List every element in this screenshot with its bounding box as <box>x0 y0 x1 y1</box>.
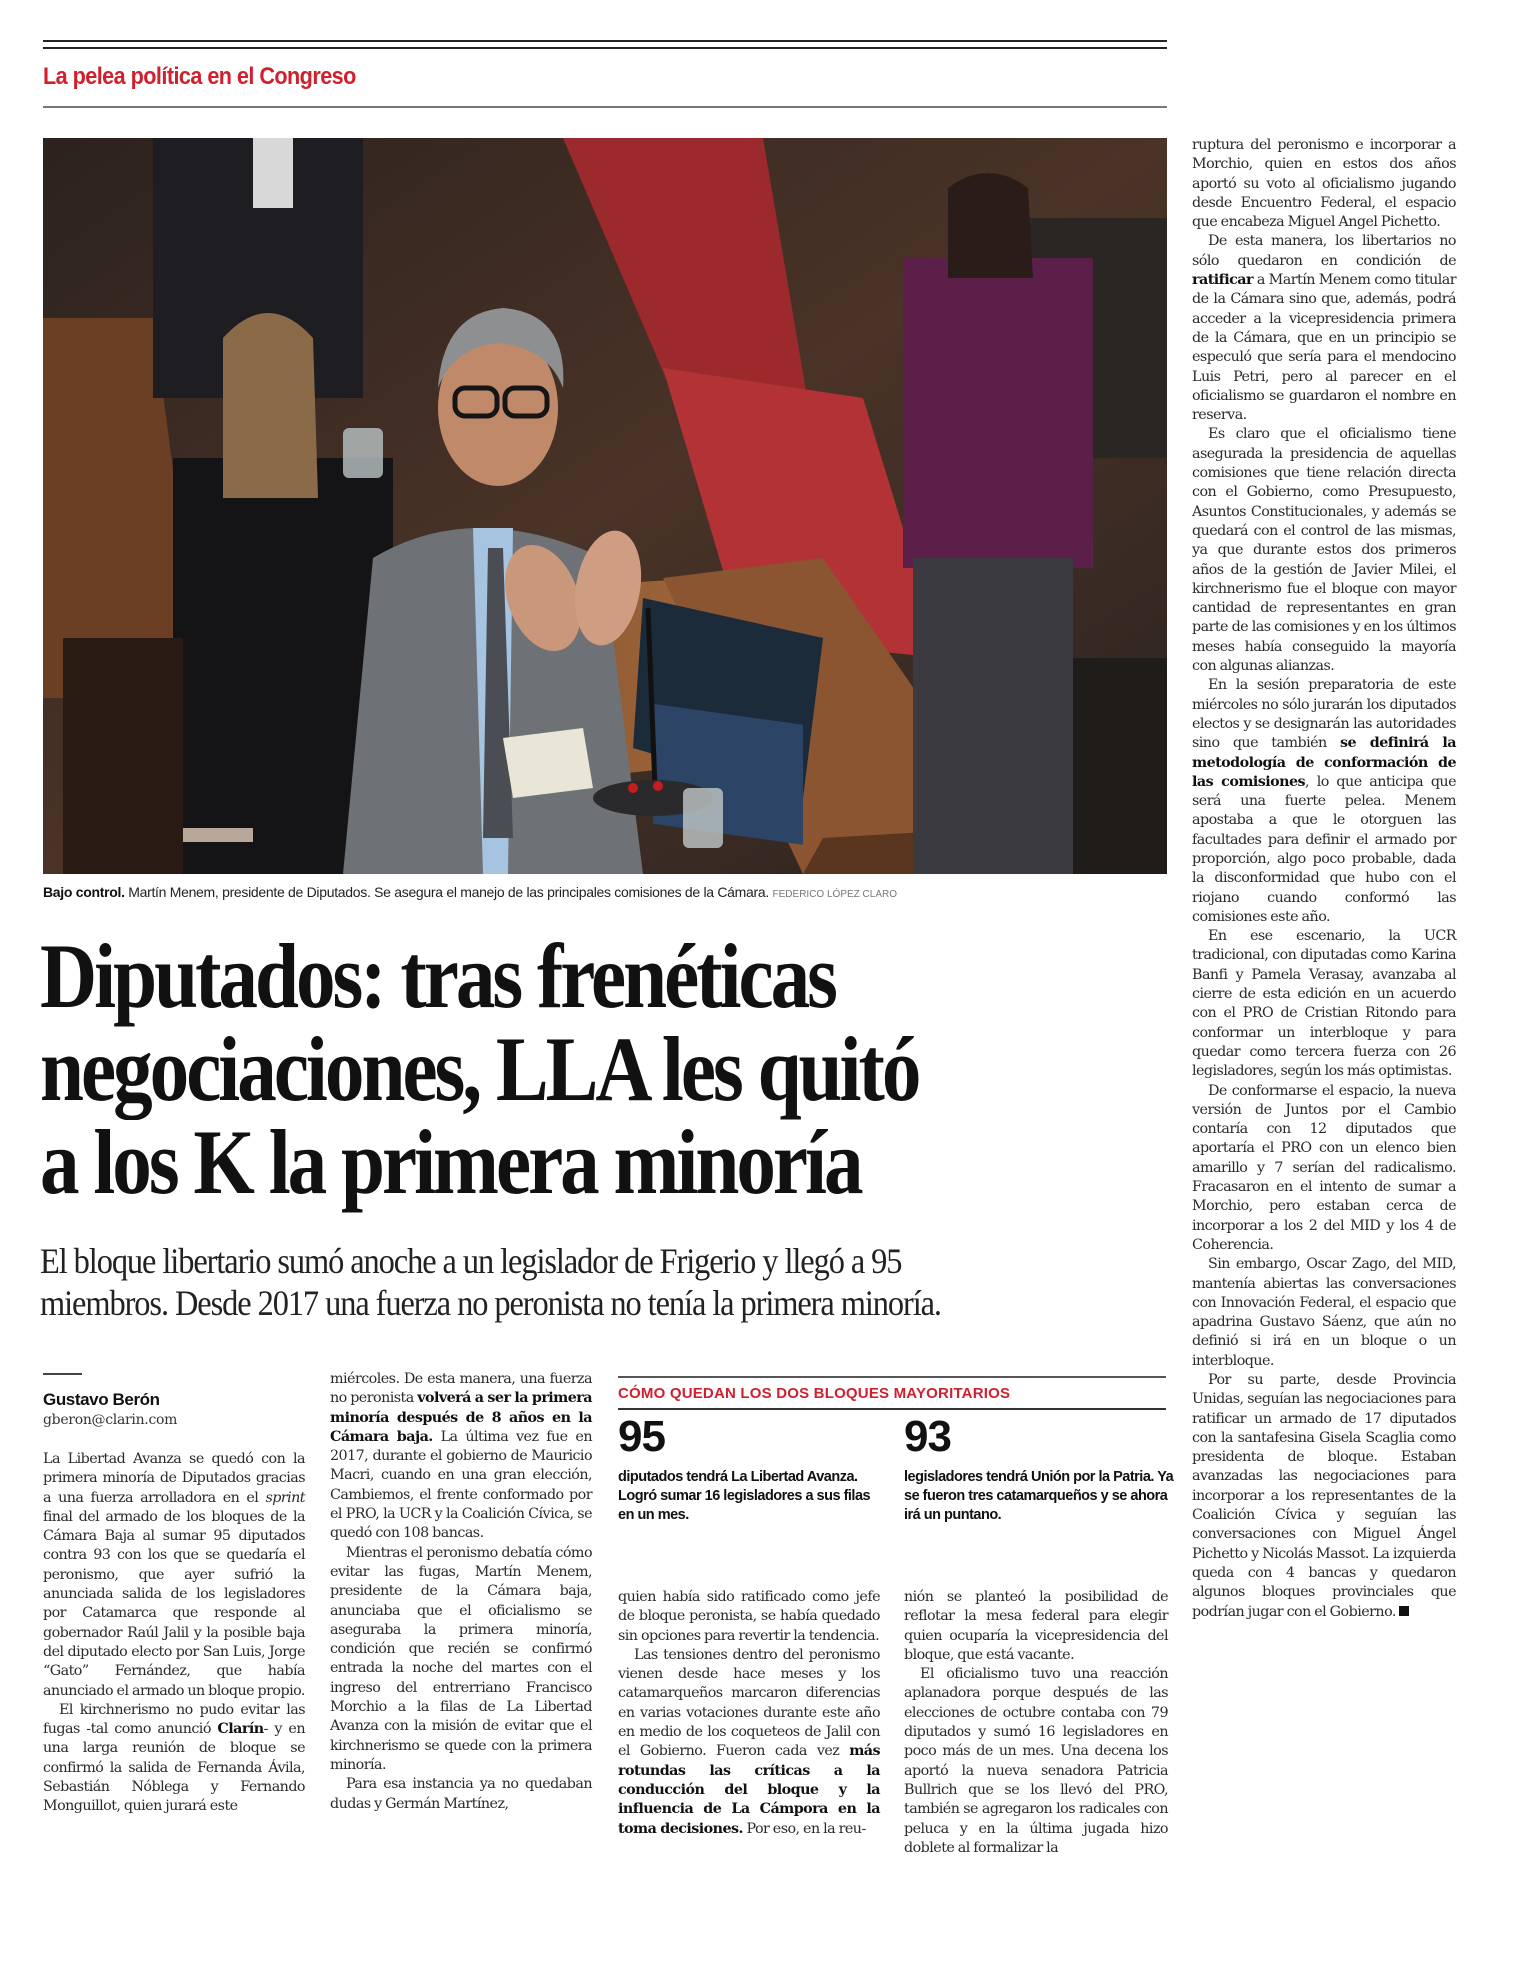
text: , lo que anticipa que será una fuerte pelea. Menem apostaba a que le otorguen las facultades para definir el armado por proporción, algo poco probable, dada la disconformidad que hubo con el riojano cuando conformó las comisiones este año. <box>1192 773 1456 925</box>
body-column-2 <box>330 1370 592 1814</box>
stat-text-lla: diputados tendrá La Libertad Avanza. Logró sumar 16 legisladores a sus filas en un mes. <box>618 1469 871 1523</box>
section-rule <box>43 106 1167 108</box>
headline-line: negociaciones, LLA les quitó <box>40 1018 919 1120</box>
paragraph <box>43 1701 305 1817</box>
paragraph: En ese escenario, la UCR tradicional, con diputadas como Karina Banfi y Pamela Verasay, avanzaba al cierre de esta edición en un acuerdo con el PRO de Cristian Ritondo para conformar un interbloque y para quedar como tercera fuerza con 26 legisladores, según los más optimistas. <box>1192 928 1456 1080</box>
body-column-4 <box>904 1588 1168 1858</box>
byline-rule <box>43 1373 82 1375</box>
paragraph: Sin embargo, Oscar Zago, del MID, mantenía abiertas las conversaciones con Innovación Federal, el espacio que apadrina Gustavo Sáenz, que aún no definió si irá en un bloque o un interbloque. <box>1192 1256 1456 1369</box>
paragraph: El oficialismo tuvo una reacción aplanadora porque después de las elecciones de octubre contaba con 79 diputados y sumó 16 legisladores en poco más de un mes. Una decena los aportó la nueva senadora Patricia Bullrich que se los llevó del PRO, también se agregaron los radicales con peluca y en la última jugada hizo doblete al formalizar la <box>904 1666 1168 1856</box>
headline-line: Diputados: tras frenéticas <box>40 925 835 1027</box>
byline-name: Gustavo Berón <box>43 1390 160 1409</box>
text: Por eso, en la reu- <box>742 1820 866 1837</box>
top-rule-1 <box>43 40 1167 42</box>
body-column-5 <box>1192 136 1456 1622</box>
text: - y en una larga reunión de bloque se confirmó la salida de Fernanda Ávila, Sebastián Nóblega y Fernando Monguillot, quien jurará este <box>43 1721 305 1815</box>
photo-parliament-icon <box>43 138 1167 874</box>
headline <box>40 925 1160 1213</box>
bold-text: más rotundas las críticas a la conducción del bloque y la influencia de La Cámpora en la toma decisiones. <box>618 1743 880 1837</box>
text: final del armado de los bloques de la Cámara Baja al sumar 95 diputados contra 93 con los que se quedaría el peronismo, que ayer sufrió la anunciada salida de los legisladores por Catamarca que responde al gobernador Raúl Jalil y la posible baja del diputado electo por San Luis, Jorge “Gato” Fernández, que había anunciado el armado un bloque propio. <box>43 1508 305 1699</box>
infobox-title: CÓMO QUEDAN LOS DOS BLOQUES MAYORITARIOS <box>618 1385 1011 1402</box>
paragraph: ruptura del peronismo e incorporar a Morchio, quien en estos dos años aportó su voto al oficialismo jugando desde Encuentro Federal, el espacio que encabeza Miguel Angel Pichetto. <box>1192 137 1456 231</box>
end-of-article-square-icon <box>1399 1606 1409 1616</box>
caption-lead: Bajo control. <box>43 884 125 900</box>
text: La Libertad Avanza se quedó con la primera minoría de Diputados gracias a una fuerza arrolladora en el <box>43 1451 305 1506</box>
paragraph: quien había sido ratificado como jefe de bloque peronista, se había quedado sin opciones para revertir la tendencia. <box>618 1589 880 1644</box>
text: a Martín Menem como titular de la Cámara sino que, además, podrá acceder a la vicepresidencia primera de la Cámara, que en un principio se especuló que sería para el mendocino Luis Petri, pero al parecer en el oficialismo se guardaron el nombre en reserva. <box>1192 272 1456 424</box>
stat-text-up: legisladores tendrá Unión por la Patria. Ya se fueron tres catamarqueños y se ahora irá un puntano. <box>904 1469 1174 1523</box>
paragraph: Para esa instancia ya no quedaban dudas y Germán Martínez, <box>330 1776 592 1812</box>
text: En la sesión preparatoria de este miércoles no sólo jurarán los diputados electos y se designarán las autoridades sino que también <box>1192 677 1456 752</box>
paragraph <box>43 1450 305 1701</box>
caption-text: Martín Menem, presidente de Diputados. Se asegura el manejo de las principales comisiones de la Cámara. <box>124 884 773 900</box>
byline-email[interactable]: gberon@clarin.com <box>43 1412 178 1428</box>
body-column-3 <box>618 1588 880 1839</box>
deck-line: El bloque libertario sumó anoche a un legislador de Frigerio y llegó a 95 <box>40 1241 902 1281</box>
paragraph: De conformarse el espacio, la nueva versión de Juntos por el Cambio contaría con 12 diputados que aportaría el PRO con un elenco bien amarillo y 7 serían del radicalismo. Fracasaron en el intento de sumar a Morchio, pero estaban cerca de incorporar a los 2 del MID y los 4 de Coherencia. <box>1192 1082 1456 1253</box>
text: El kirchnerismo no pudo evitar las fugas -tal como anunció <box>43 1701 305 1738</box>
infobox-top-rule <box>618 1376 1166 1378</box>
text: Por su parte, desde Provincia Unidas, seguían las negociaciones para ratificar un armado de 17 diputados con la santafesina Gisela Scaglia como presidenta de bloque. Estaban avanzadas las negociaciones para incorporar a los representantes de la Coalición Cívica y seguían las conversaciones con Miguel Ángel Pichetto y Nicolás Massot. La izquierda queda con 4 bancas y quedaron algunos bloques provinciales que podrían jugar con el Gobierno. <box>1192 1372 1456 1620</box>
section-title: La pelea política en el Congreso <box>43 63 356 90</box>
news-photo <box>43 138 1167 874</box>
infobox-title-rule <box>618 1408 1166 1410</box>
paragraph <box>330 1370 592 1544</box>
text: De esta manera, los libertarios no sólo quedaron en condición de <box>1192 233 1456 269</box>
photo-credit: FEDERICO LÓPEZ CLARO <box>772 889 897 900</box>
stat-number-lla: 95 <box>618 1412 665 1461</box>
text: miércoles. De esta manera, una fuerza no peronista <box>330 1371 592 1407</box>
paragraph <box>1192 232 1456 425</box>
paragraph <box>618 1646 880 1839</box>
paragraph: Es claro que el oficialismo tiene asegurada la presidencia de aquellas comisiones que tiene relación directa con el Gobierno, como Presupuesto, Asuntos Constitucionales, y además se quedará con el control de las mismas, ya que durante estos dos primeros años de la gestión de Javier Milei, el kirchnerismo fue el bloque con mayor cantidad de representantes en gran parte de las comisiones y en los últimos meses había conseguido la mayoría con algunas alianzas. <box>1192 426 1456 675</box>
body-column-1 <box>43 1450 305 1817</box>
text: Las tensiones dentro del peronismo vienen desde hace meses y los catamarqueños marcaron diferencias en varias votaciones durante este año en medio de los coqueteos de Jalil con el Gobierno. Fueron cada vez <box>618 1646 880 1760</box>
bold-text: se definirá la metodología de conformación de las comisiones <box>1192 735 1456 790</box>
deck-line: miembros. Desde 2017 una fuerza no peronista no tenía la primera minoría. <box>40 1283 941 1323</box>
italic-text: sprint <box>265 1489 305 1506</box>
stat-number-up: 93 <box>904 1412 951 1461</box>
paragraph <box>1192 676 1456 927</box>
paragraph <box>1192 1371 1456 1622</box>
bold-text: ratificar <box>1192 272 1253 289</box>
deck <box>40 1240 1180 1324</box>
paragraph: nión se planteó la posibilidad de reflotar la mesa federal para elegir quien ocuparía la vicepresidencia del bloque, que está vacante. <box>904 1589 1168 1663</box>
headline-line: a los K la primera minoría <box>40 1111 861 1213</box>
top-rule-2 <box>43 47 1167 49</box>
text: La última vez fue en 2017, durante el gobierno de Mauricio Macri, cuando en una gran elección, Cambiemos, el frente conformado por el PRO, la UCR y la Coalición Cívica, se quedó con 108 bancas. <box>330 1428 592 1542</box>
bold-text: volverá a ser la primera minoría después de 8 años en la Cámara baja. <box>330 1390 593 1445</box>
bold-text: Clarín <box>217 1721 264 1738</box>
photo-caption <box>43 884 1167 900</box>
paragraph: Mientras el peronismo debatía cómo evitar las fugas, Martín Menem, presidente de la Cámara baja, anunciaba que el oficialismo se aseguraba la primera minoría, condición que recién se confirmó entrada la noche del martes con el ingreso del entrerriano Francisco Morchio a la filas de La Libertad Avanza con la misión de evitar que el kirchnerismo se quede con la primera minoría. <box>330 1544 592 1773</box>
